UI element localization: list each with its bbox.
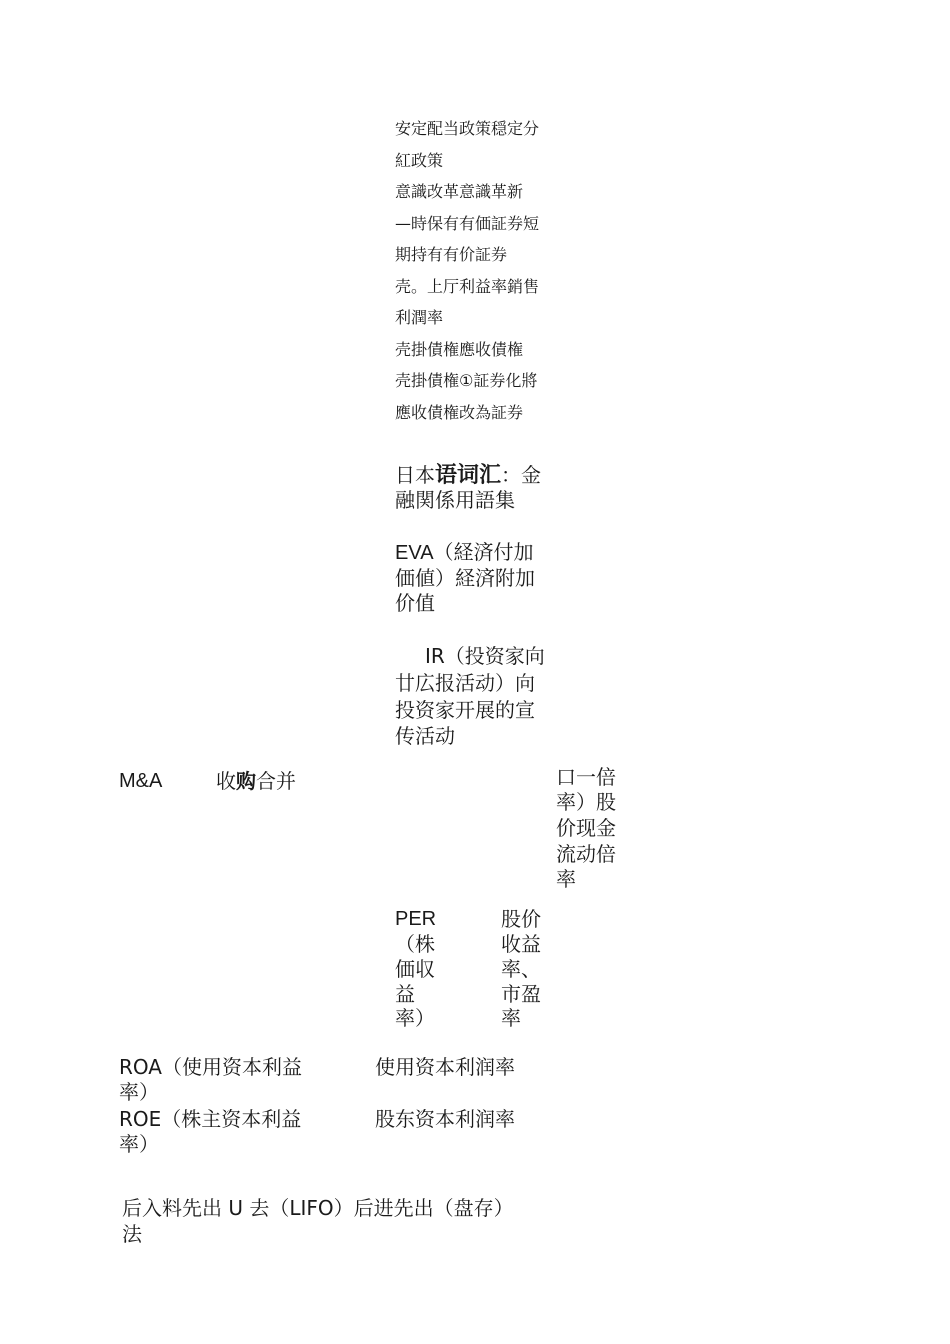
per-term-line: 益 <box>395 982 415 1006</box>
ma-trans-prefix: 收 <box>216 769 236 793</box>
glossary-line: 壳掛債権①証券化將 <box>395 371 538 390</box>
heading-line-1 <box>395 463 541 488</box>
per-trans-line: 率 <box>501 1006 521 1030</box>
per-term-line: 率） <box>395 1006 435 1030</box>
roe-term-line: 率） <box>119 1132 159 1156</box>
per-term-line: （株 <box>395 932 435 956</box>
heading-line-2: 融関係用語集 <box>395 488 515 512</box>
pcfr-line: 流动倍 <box>556 842 616 866</box>
glossary-line: 利潤率 <box>395 308 444 327</box>
per-term-line: PER <box>395 908 437 930</box>
lifo-line-2: 法 <box>122 1222 142 1246</box>
glossary-line: 壳。上厅利益率銷售 <box>395 277 540 296</box>
heading-prefix: 日本 <box>395 463 435 487</box>
glossary-line: 安定配当政策穏定分 <box>395 119 540 138</box>
glossary-line: 紅政策 <box>395 151 444 170</box>
glossary-line: 應收債権改為証券 <box>395 403 524 422</box>
per-term-line: 価収 <box>395 957 435 981</box>
roa-term-line: ROA（使用资本利益 <box>119 1055 302 1079</box>
ma-trans-bold: 购 <box>236 769 256 793</box>
glossary-line: —時保有有価証券短 <box>395 214 540 233</box>
roa-translation: 使用资本利润率 <box>375 1055 515 1079</box>
pcfr-line: 率 <box>556 867 576 891</box>
ir-line: 投资家开展的宣 <box>395 698 535 722</box>
heading-bold: 语词汇 <box>435 463 502 488</box>
ma-translation <box>216 769 296 794</box>
heading-suffix: ：金 <box>501 463 542 487</box>
eva-line: 价值 <box>395 591 435 615</box>
pcfr-line: 价现金 <box>556 816 616 840</box>
eva-line: 価値）経済附加 <box>395 566 535 590</box>
per-trans-line: 率、 <box>501 957 541 981</box>
per-trans-line: 收益 <box>501 932 541 956</box>
per-trans-line: 股价 <box>501 907 541 931</box>
ir-line: IR（投资家向 <box>425 644 545 668</box>
glossary-line: 期持有有价証券 <box>395 245 508 264</box>
roe-translation: 股东资本利润率 <box>375 1107 515 1131</box>
pcfr-line: 率）股 <box>556 790 616 814</box>
eva-line: EVA（経済付加 <box>395 542 534 564</box>
glossary-line: 意識改革意識革新 <box>395 182 524 201</box>
lifo-line-1: 后入料先出 U 去（LIFO）后进先出（盘存） <box>122 1196 514 1220</box>
ir-line: 廿広报活动）向 <box>395 671 535 695</box>
glossary-line: 壳掛債権應收債権 <box>395 340 524 359</box>
ir-line: 传活动 <box>395 724 455 748</box>
ma-trans-suffix: 合并 <box>256 769 296 793</box>
roa-term-line: 率） <box>119 1080 159 1104</box>
ma-term: M&A <box>119 770 163 792</box>
pcfr-line: 口一倍 <box>556 765 616 789</box>
roe-term-line: ROE（株主资本利益 <box>119 1107 302 1131</box>
per-trans-line: 市盈 <box>501 982 541 1006</box>
